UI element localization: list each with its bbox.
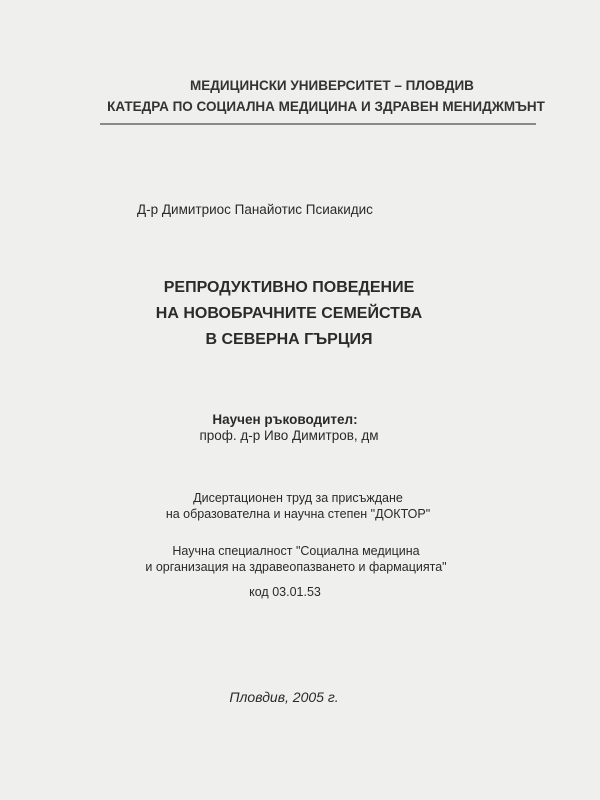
header-divider [100, 123, 536, 125]
specialty-line-2: и организация на здравеопазването и фармацията" [145, 560, 447, 574]
specialty-code: код 03.01.53 [249, 585, 321, 599]
specialty-line-1: Научна специалност "Социална медицина [172, 544, 420, 558]
dissertation-line-2: на образователна и научна степен "ДОКТОР" [165, 507, 431, 521]
supervisor-label: Научен ръководител: [212, 412, 358, 427]
title-line-2: НА НОВОБРАЧНИТЕ СЕМЕЙСТВА [155, 305, 423, 322]
title-line-1: РЕПРОДУКТИВНО ПОВЕДЕНИЕ [163, 279, 415, 296]
author-name: Д-р Димитриос Панайотис Псиакидис [137, 202, 373, 217]
title-line-3: В СЕВЕРНА ГЪРЦИЯ [205, 331, 373, 348]
place-and-year: Пловдив, 2005 г. [229, 689, 339, 705]
dissertation-line-1: Дисертационен труд за присъждане [193, 491, 403, 505]
department-name: КАТЕДРА ПО СОЦИАЛНА МЕДИЦИНА И ЗДРАВЕН МЕНИДЖМЪНТ [107, 99, 545, 114]
thesis-title [156, 275, 422, 353]
supervisor-name: проф. д-р Иво Димитров, дм [199, 428, 379, 443]
dissertation-text [166, 490, 430, 522]
university-name: МЕДИЦИНСКИ УНИВЕРСИТЕТ – ПЛОВДИВ [190, 78, 474, 93]
specialty-text [145, 543, 446, 575]
